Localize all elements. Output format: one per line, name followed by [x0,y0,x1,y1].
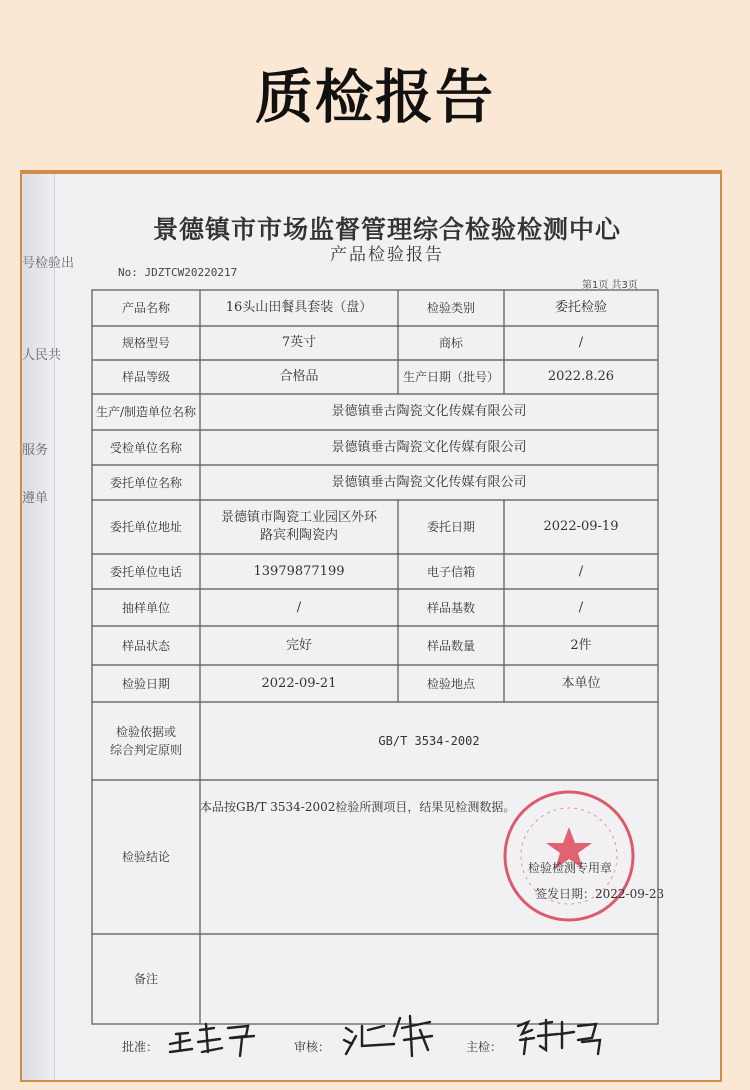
label-trademark: 商标 [438,336,463,350]
review-label: 审核： [294,1040,331,1054]
label-inspection-type: 检验类别 [426,301,475,315]
label-client-phone: 委托单位电话 [109,564,182,579]
label-conclusion: 检验结论 [121,850,170,864]
label-manufacturer: 生产/制造单位名称 [95,405,197,419]
label-production-date: 生产日期（批号） [402,370,499,384]
value-entrust-date: 2022-09-19 [543,519,619,534]
page-title: 质检报告 [254,63,495,131]
label-client-unit: 委托单位名称 [109,475,182,490]
value-trademark: / [578,335,584,350]
value-inspection-place: 本单位 [561,675,601,691]
label-email: 电子信箱 [426,564,475,579]
label-remarks: 备注 [133,972,158,986]
value-product-name: 16头山田餐具套装（盘） [225,300,373,315]
value-sample-base: / [578,599,584,615]
reviewer-signature [340,1006,440,1060]
value-sample-quantity: 2件 [570,637,592,653]
value-production-date: 2022.8.26 [547,369,615,384]
value-conclusion: 本品按GB/T 3534-2002检验所测项目，结果见检测数据。 [200,800,516,814]
value-inspection-date: 2022-09-21 [261,675,337,691]
report-paper [22,174,720,1080]
approver-signature [162,1016,262,1060]
label-inspection-basis [92,702,200,780]
main-inspector-label: 主检： [466,1040,503,1054]
value-grade: 合格品 [279,369,319,384]
label-inspection-place: 检验地点 [426,676,475,691]
page-number: 第1页 共3页 [582,280,638,291]
value-sampling-unit: / [296,599,302,615]
main-inspector-signature [512,1012,612,1060]
seal-label: 检验检测专用章 [528,861,613,875]
value-spec: 7英寸 [281,335,317,350]
label-sampling-unit: 抽样单位 [121,600,170,615]
value-email: / [578,563,584,579]
issuing-organization: 景德镇市市场监督管理综合检验检测中心 [152,215,621,244]
bleed-text: 服务 [22,443,49,458]
basis-label-line1: 检验依据或 [115,725,176,739]
report-number: No: JDZTCW20220217 [118,266,238,279]
value-manufacturer: 景德镇垂古陶瓷文化传媒有限公司 [331,404,527,419]
label-inspected-unit: 受检单位名称 [109,440,182,455]
label-sample-base: 样品基数 [426,600,475,615]
client-address-line2: 路宾利陶瓷内 [259,528,338,543]
label-client-address: 委托单位地址 [109,520,182,534]
label-sample-quantity: 样品数量 [426,638,475,653]
value-inspection-basis: GB/T 3534-2002 [378,734,480,748]
value-inspection-type: 委托检验 [554,300,607,315]
issue-date: 签发日期：2022-09-23 [535,887,665,901]
bleed-text: 人民共 [22,348,62,363]
basis-label-line2: 综合判定原则 [109,743,182,757]
value-inspected-unit: 景德镇垂古陶瓷文化传媒有限公司 [331,439,527,455]
label-product-name: 产品名称 [121,301,170,315]
value-sample-state: 完好 [285,637,312,653]
client-address-line1: 景德镇市陶瓷工业园区外环 [220,510,377,525]
bleed-text: 遵单 [22,491,49,506]
official-seal [500,787,638,925]
approve-label: 批准： [122,1040,159,1054]
value-client-unit: 景德镇垂古陶瓷文化传媒有限公司 [331,474,527,490]
label-entrust-date: 委托日期 [426,520,475,534]
report-subtitle: 产品检验报告 [330,245,444,265]
label-sample-state: 样品状态 [121,638,170,653]
value-client-address [200,500,398,554]
bleed-text: 号检验出 [22,256,75,271]
value-client-phone: 13979877199 [253,563,345,579]
label-grade: 样品等级 [121,370,170,384]
label-inspection-date: 检验日期 [121,676,170,691]
label-spec: 规格型号 [121,336,170,350]
